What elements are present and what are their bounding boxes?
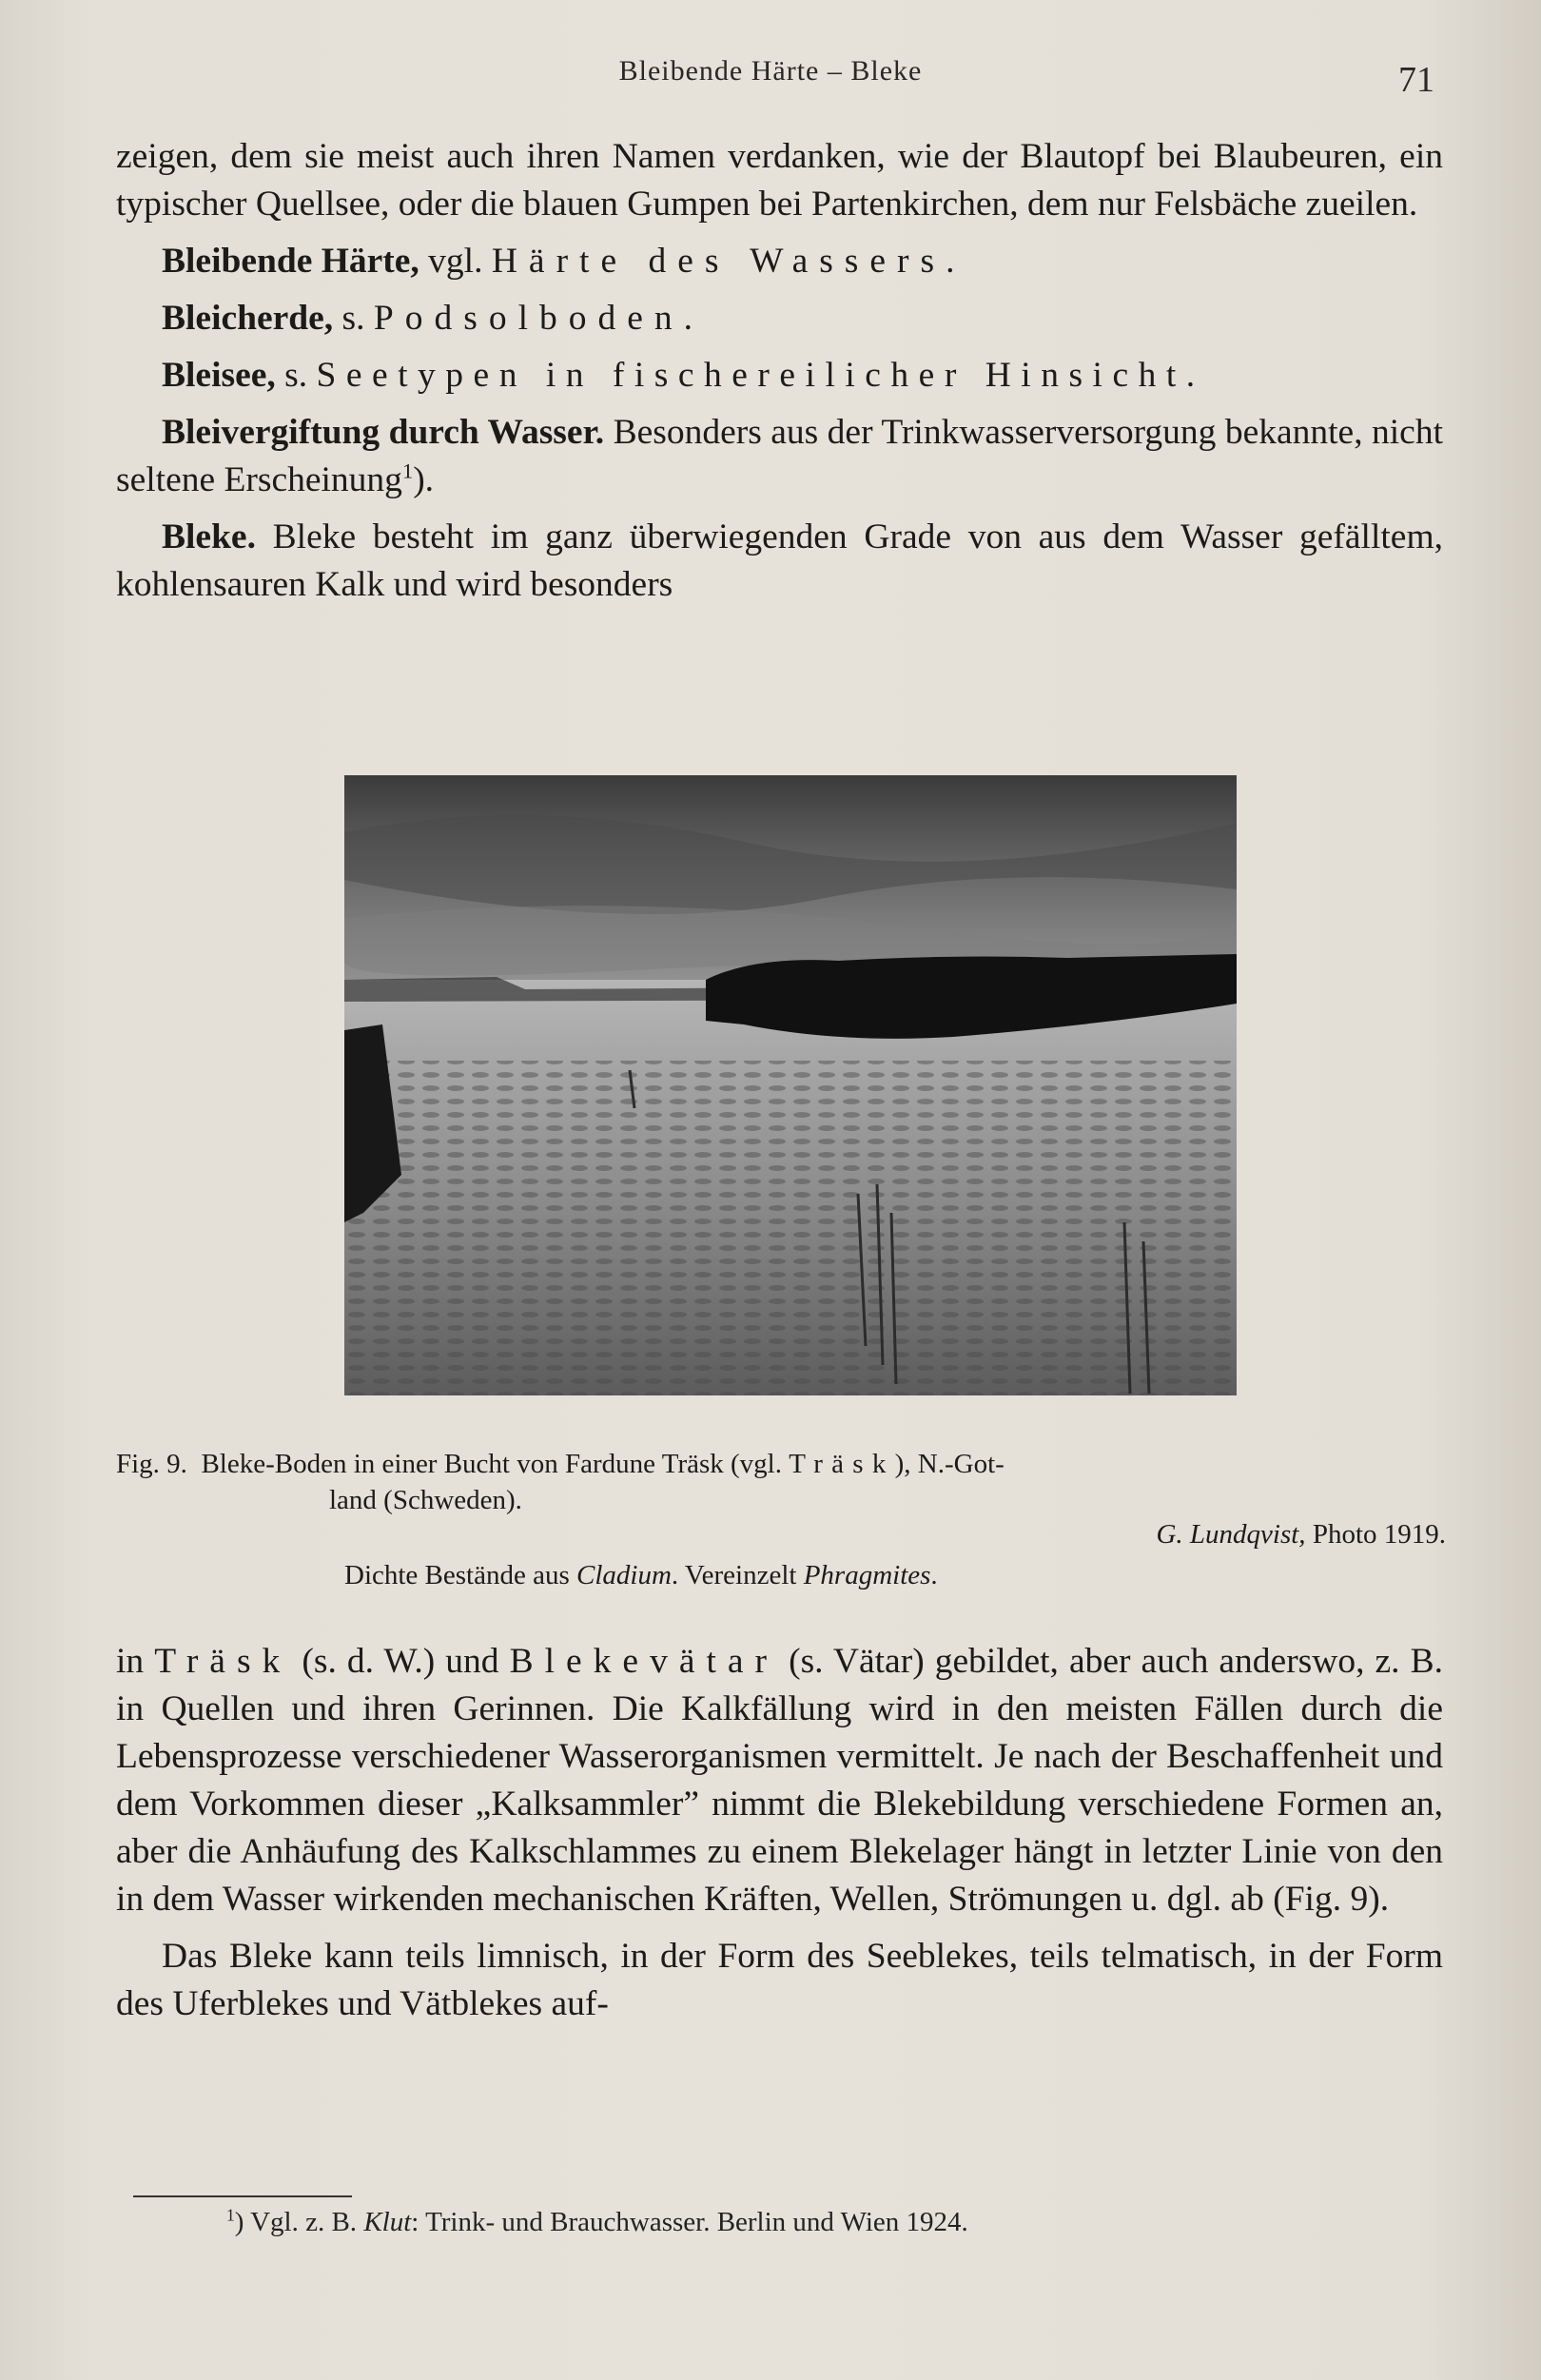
figure-photo: [344, 775, 1237, 1395]
footnote-mark: 1: [401, 458, 414, 483]
figure-label: Fig. 9.: [116, 1449, 187, 1479]
caption-reference: Träsk: [789, 1449, 895, 1479]
entry-end: .: [946, 242, 955, 281]
cross-reference: Seetypen in fischereilicher Hinsicht: [316, 356, 1186, 395]
caption-text: Bleke-Boden in einer Bucht von Fardune Träsk (vgl.: [201, 1449, 790, 1479]
footnote: [226, 2207, 968, 2238]
entry-text: s.: [333, 299, 374, 338]
entry-head: Bleicherde,: [162, 299, 334, 338]
entry-text: s.: [275, 356, 317, 395]
note-text: .: [930, 1560, 938, 1590]
paragraph-continuation: zeigen, dem sie meist auch ihren Namen verdanken, wie der Blautopf bei Blaubeuren, ein typischer Quellsee, oder die blauen Gumpen bei Partenkirchen, dem nur Felsbäche zueilen.: [116, 137, 1443, 224]
figure-caption-line1: [116, 1449, 1443, 1480]
running-head: Bleibende Härte – Bleke: [618, 55, 923, 87]
paragraph-text: (s. d. W.) und: [291, 1642, 510, 1681]
body-text-bottom: [116, 1638, 1443, 2028]
photo-credit: [1156, 1519, 1446, 1551]
cross-reference: Härte des Wassers: [491, 242, 946, 281]
entry-bleke: [116, 514, 1443, 609]
entry-bleibende-haerte: [116, 238, 1443, 285]
footnote-author: Klut: [363, 2207, 412, 2237]
footnote-rule: [133, 2195, 352, 2197]
taxon-name: Cladium: [576, 1560, 672, 1590]
entry-head: Bleivergiftung durch Wasser.: [162, 413, 605, 452]
cross-reference: Podsolboden: [373, 299, 684, 338]
credit-text: Photo 1919.: [1305, 1519, 1446, 1550]
page-number: 71: [1398, 60, 1434, 100]
cross-reference: Träsk: [154, 1642, 292, 1681]
taxon-name: Phragmites: [803, 1560, 931, 1590]
caption-text: ), N.-Got-: [894, 1449, 1005, 1479]
paragraph-bleke-continued: [116, 1638, 1443, 1923]
cross-reference: Blekevätar: [509, 1642, 779, 1681]
footnote-text: : Trink- und Brauchwasser. Berlin und Wien 1924.: [411, 2207, 968, 2237]
footnote-text: ) Vgl. z. B.: [234, 2207, 364, 2237]
entry-text: Bleke besteht im ganz überwiegenden Grade von aus dem Wasser gefälltem, kohlensauren Kalk und wird besonders: [116, 517, 1443, 604]
entry-head: Bleibende Härte,: [162, 242, 419, 281]
note-text: . Vereinzelt: [671, 1560, 804, 1590]
paragraph-text: in: [116, 1642, 155, 1681]
paragraph-bleke-types: Das Bleke kann teils limnisch, in der Form des Seeblekes, teils telmatisch, in der Form des Uferblekes und Vätblekes auf-: [116, 1937, 1443, 2023]
entry-head: Bleisee,: [162, 356, 276, 395]
photographer-name: G. Lundqvist,: [1156, 1519, 1306, 1550]
figure-note: [344, 1560, 938, 1591]
figure-caption-line2: land (Schweden).: [329, 1485, 522, 1515]
footnote-mark: 1: [226, 2205, 235, 2225]
entry-bleivergiftung: [116, 409, 1443, 504]
body-text-top: [116, 133, 1443, 609]
entry-end: ).: [413, 460, 435, 499]
entry-text: Besonders aus der Trinkwasserversorgung bekannte, nicht seltene Erscheinung: [116, 413, 1443, 499]
paragraph-text: (s. Vätar) gebildet, aber auch anderswo, z. B. in Quellen und ihren Gerinnen. Die Kalkfällung wird in den meisten Fällen durch die Lebensprozesse verschiedener Wasserorganismen vermittelt. Je nach der Beschaffenheit und dem Vorkommen dieser „Kalksammler” nimmt die Blekebildung verschiedene Formen an, aber die Anhäufung des Kalkschlammes zu einem Blekelager hängt in letzter Linie von den in dem Wasser wirkenden mechanischen Kräften, Wellen, Strömungen u. dgl. ab (Fig. 9).: [116, 1642, 1444, 1919]
entry-end: .: [1185, 356, 1196, 395]
entry-head: Bleke.: [162, 517, 256, 556]
entry-bleicherde: [116, 295, 1443, 342]
entry-text: vgl.: [419, 242, 492, 281]
entry-bleisee: [116, 352, 1443, 400]
entry-end: .: [683, 299, 693, 338]
note-text: Dichte Bestände aus: [344, 1560, 577, 1590]
photo-landscape: [344, 775, 1237, 1395]
